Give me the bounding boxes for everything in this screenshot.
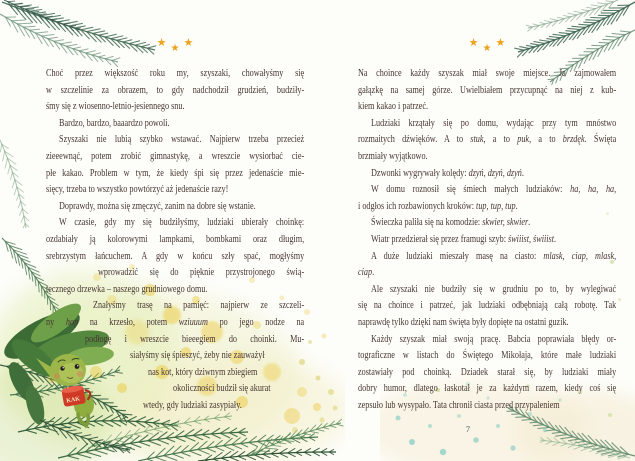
star-icon: ★ [495, 37, 506, 49]
paint-dot-yellow [328, 389, 334, 395]
text-line: dobry humor, dlatego łaskotał je za każdym razem, kiedy coś się [358, 383, 617, 395]
text-line: zepsuło lub wysypało. Tata chronił ciasta przed przypaleniem [358, 399, 560, 411]
paint-dot-teal [457, 414, 461, 418]
star-icon: ★ [482, 43, 492, 54]
paint-dot-teal [473, 437, 479, 443]
text-line: zostawiały pod choinką. Dziadek starał się, by ludziaki miały [358, 366, 617, 378]
bokeh-dot [304, 309, 310, 315]
text-line: śmy się z wiosenno-letnio-jesiennego snu. [46, 101, 185, 113]
text-line: srebrzystym łańcuchem. A gdy w końcu szły spać, mogłyśmy [46, 250, 305, 262]
text-line: ozdabiały ją kolorowymi lampkami, bombkami oraz długim, [46, 233, 305, 245]
text-line: Znałyśmy trasę na pamięć: najpierw ze szczeli- [93, 300, 305, 312]
text-line: się na choince i patrzeć, jak ludziaki odbębniają całą robotę. Tak [358, 300, 617, 312]
text-line: Bardzo, bardzo, baaardzo powoli. [59, 117, 170, 129]
text-line: Dzwonki wygrywały kolędy: dzyń, dzyń, dzyń. [371, 167, 524, 179]
text-line: naprawdę tylko dzięki nam święta były dopięte na ostatni guzik. [358, 316, 569, 328]
bokeh-dot [313, 403, 321, 411]
text-line: Choć przez większość roku my, szyszaki, chowałyśmy się [46, 68, 305, 79]
text-line: Każdy szyszak miał swoją pracę. Babcia poprawiała błędy or- [371, 333, 617, 345]
text-line: brzmiały wyjątkowo. [358, 150, 428, 162]
paint-dot-yellow [333, 406, 338, 411]
star-icon: ★ [468, 37, 479, 49]
text-line: wprowadzić się do pięknie przystrojonego świą- [98, 267, 305, 279]
mug-label: KAK [65, 396, 81, 405]
bokeh-dot [322, 334, 327, 339]
text-line: Ludziaki krzątały się po domu, wydając przy tym mnóstwo [371, 117, 617, 129]
paint-dot-yellow [308, 340, 312, 344]
text-line: i odgłos ich rozbawionych kroków: tup, tup, tup. [358, 200, 518, 212]
text-line: Świeczka paliła się na komodzie: skwier, skwier. [371, 217, 531, 229]
paint-speck [618, 298, 621, 301]
text-line: rozmaitych dźwięków. A to stuk, a to puk, a to brzdęk. Święta [358, 134, 617, 146]
text-line: Na choince każdy szyszak miał swoje miejsce. Ja zajmowałem [358, 68, 617, 79]
text-line: kiem kakao i patrzeć. [358, 101, 429, 113]
text-line: płe kakao. Problem w tym, że kiedy śpi się przez jedenaście mie- [46, 167, 305, 179]
page-number: 7 [465, 424, 471, 434]
paint-dot-teal [510, 445, 515, 450]
text-line: ny hop na krzesło, potem wziuuum po jego nodze na [46, 316, 305, 328]
paint-dot-teal [396, 416, 401, 421]
top-left-pine-decoration [0, 0, 170, 72]
text-line: Szyszaki nie lubią szybko wstawać. Najpierw trzeba przecież [59, 134, 305, 146]
text-line: podłogę i wreszcie bieeegiem do choinki. Mu- [85, 333, 305, 345]
text-line: nas kot, który dziwnym zbiegiem [148, 366, 258, 378]
text-line: gałązkę na samej górze. Uwielbiałem przycupnąć na niej z kub- [358, 84, 617, 96]
text-line: wtedy, gdy ludziaki zasypiały. [143, 399, 242, 411]
left-page-text [46, 66, 304, 414]
text-line: zieeewnąć, potem zrobić gimnastykę, a wreszcie wysiorbać cie- [46, 150, 305, 162]
star-icon: ★ [170, 43, 180, 54]
text-line: Doprawdy, można się zmęczyć, zanim na dobre się wstanie. [59, 200, 256, 212]
star-icon: ★ [183, 37, 194, 49]
paint-dot-teal [409, 439, 415, 445]
text-line: ciap. [358, 267, 375, 279]
text-line: sięcy, trzeba to wszystko powtórzyć aż jedenaście razy! [46, 184, 229, 196]
paint-dot-yellow [292, 427, 298, 433]
paint-dot-yellow [316, 376, 321, 381]
left-page-stars-decoration [46, 37, 304, 54]
text-line: A duże ludziaki mieszały masę na ciasto: mlask, ciap, mlask, [371, 250, 617, 262]
paint-dot-yellow [320, 418, 325, 423]
paint-dot-teal [440, 449, 446, 455]
text-line: w szczelinie za obrazem, to gdy nadchodził grudzień, budziły- [46, 84, 305, 96]
text-line: okoliczności budził się akurat [172, 383, 271, 395]
text-line: Wiatr przedzierał się przez framugi szyb: świiist, świiist. [371, 233, 557, 245]
star-icon: ★ [156, 37, 167, 49]
text-line: siałyśmy się śpieszyć, żeby nie zauważył [129, 350, 265, 362]
right-page-stars-decoration [358, 37, 616, 54]
text-line: W domu roznosił się śmiech małych ludziaków: ha, ha, ha, [371, 184, 617, 196]
text-line: W czasie, gdy my się budziłyśmy, ludziaki ubierały choinkę: [59, 217, 305, 229]
text-line: Ale szyszaki nie budziły się w grudniu po to, by wylegiwać [371, 283, 617, 295]
right-page-text [358, 66, 616, 414]
text-line: tecznego drzewka – naszego grudniowego domu. [46, 283, 208, 295]
pine-frond [0, 140, 29, 228]
text-line: tograficzne w listach do Świętego Mikołaja, które małe ludziaki [358, 350, 617, 362]
